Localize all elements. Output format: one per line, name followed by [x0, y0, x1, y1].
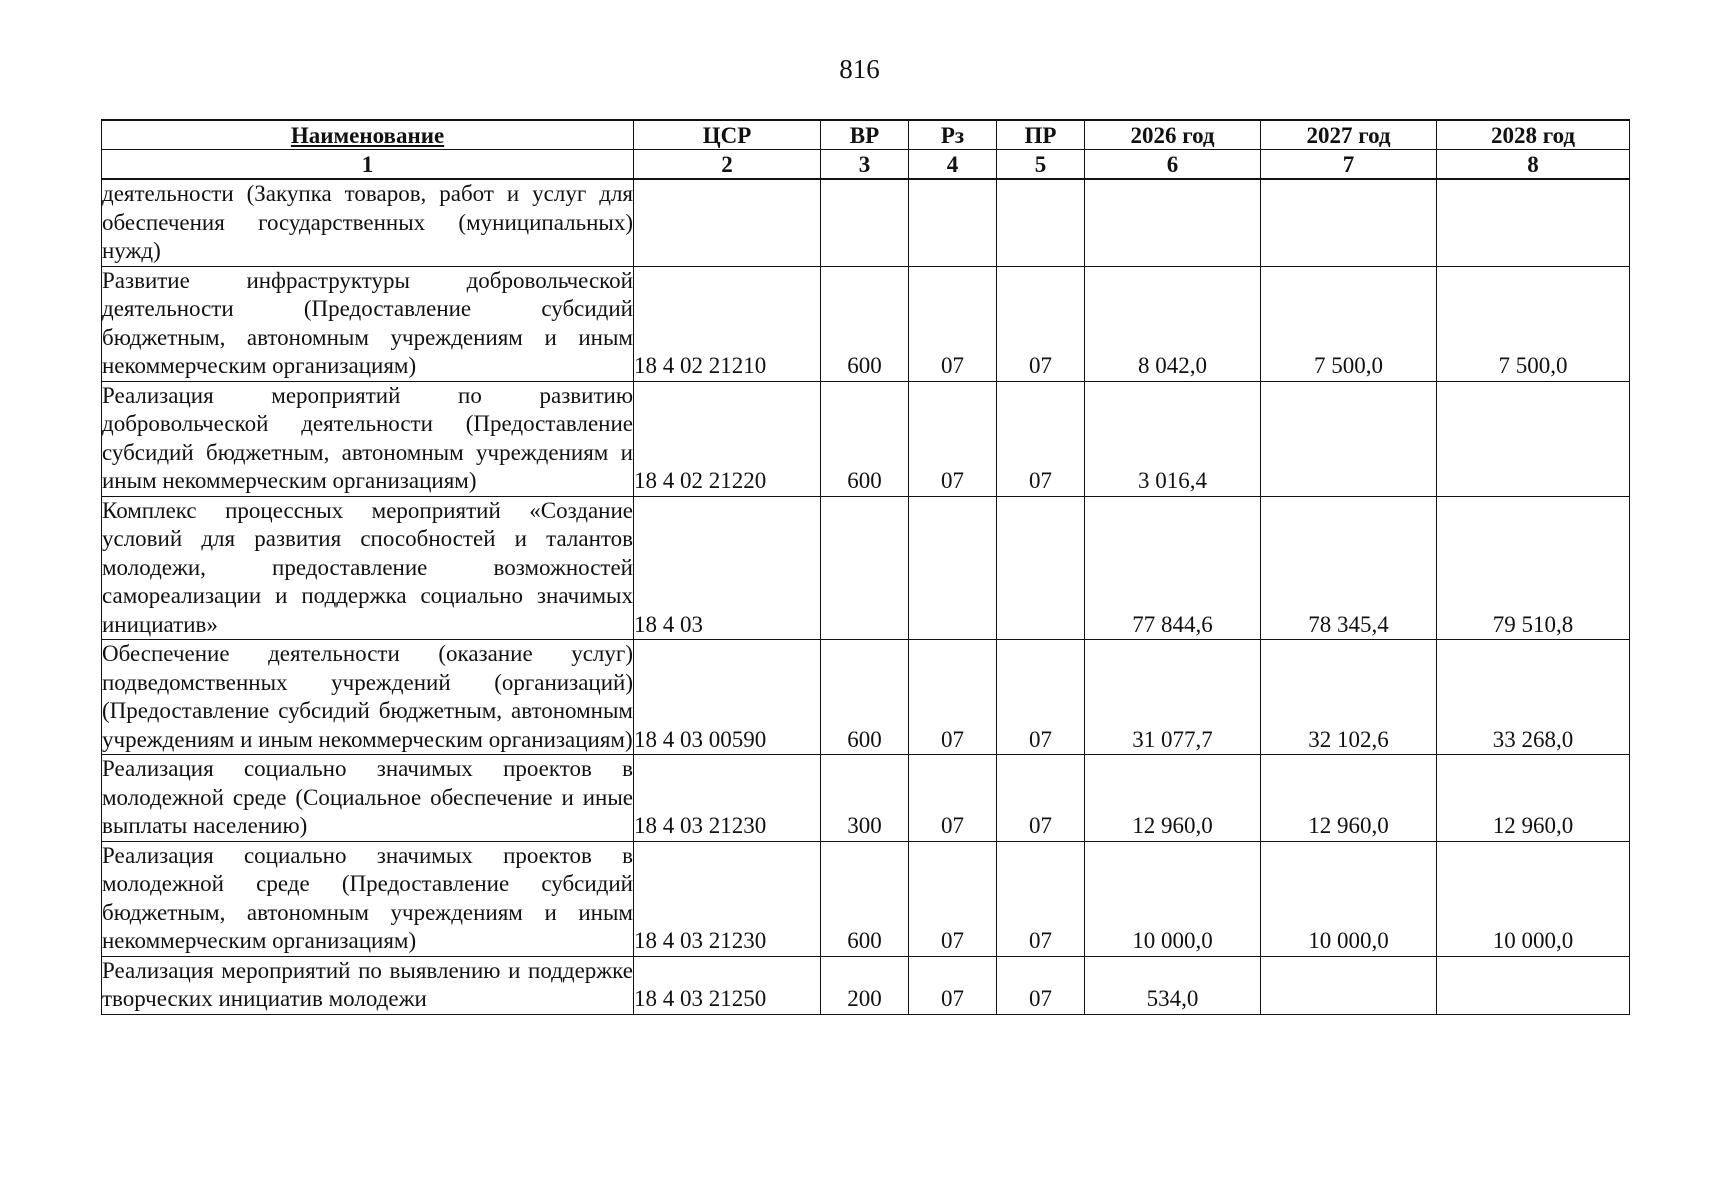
- row-rz: [909, 179, 997, 266]
- row-pr: 07: [997, 841, 1085, 956]
- row-name: Реализация социально значимых проектов в молодежной среде (Социальное обеспечение и иные выплаты населению): [102, 755, 634, 842]
- row-2028: [1437, 179, 1630, 266]
- row-vr: 600: [821, 266, 909, 381]
- col-2026-header: 2026 год: [1085, 120, 1261, 150]
- row-2026: 31 077,7: [1085, 640, 1261, 755]
- row-name: Обеспечение деятельности (оказание услуг) подведомственных учреждений (организаций) (Предоставление субсидий бюджетным, автономным учреждениям и иным некоммерческим организациям): [102, 640, 634, 755]
- row-csr: 18 4 03: [634, 496, 821, 640]
- row-vr: 600: [821, 640, 909, 755]
- col-vr-header: ВР: [821, 120, 909, 150]
- row-2026: 77 844,6: [1085, 496, 1261, 640]
- row-pr: 07: [997, 266, 1085, 381]
- row-vr: 300: [821, 755, 909, 842]
- col-rz-header: Рз: [909, 120, 997, 150]
- row-2026: 12 960,0: [1085, 755, 1261, 842]
- row-2028: 7 500,0: [1437, 266, 1630, 381]
- row-2028: 33 268,0: [1437, 640, 1630, 755]
- row-pr: 07: [997, 640, 1085, 755]
- col-number: 2: [634, 150, 821, 180]
- row-csr: 18 4 03 21230: [634, 841, 821, 956]
- row-name: Комплекс процессных мероприятий «Создание условий для развития способностей и талантов молодежи, предоставление возможностей самореализации и поддержка социально значимых инициатив»: [102, 496, 634, 640]
- row-2026: 8 042,0: [1085, 266, 1261, 381]
- row-2027: 10 000,0: [1261, 841, 1437, 956]
- table-row: [102, 841, 1630, 956]
- col-number: 7: [1261, 150, 1437, 180]
- row-rz: 07: [909, 755, 997, 842]
- row-2027: 78 345,4: [1261, 496, 1437, 640]
- row-csr: 18 4 03 00590: [634, 640, 821, 755]
- row-pr: 07: [997, 956, 1085, 1014]
- col-2028-header: 2028 год: [1437, 120, 1630, 150]
- row-name: Реализация мероприятий по выявлению и поддержке творческих инициатив молодежи: [102, 956, 634, 1014]
- row-rz: 07: [909, 381, 997, 496]
- col-number: 5: [997, 150, 1085, 180]
- row-pr: [997, 496, 1085, 640]
- col-number: 1: [102, 150, 634, 180]
- row-2027: [1261, 179, 1437, 266]
- row-2026: 534,0: [1085, 956, 1261, 1014]
- row-vr: [821, 179, 909, 266]
- row-2027: [1261, 381, 1437, 496]
- row-vr: [821, 496, 909, 640]
- row-csr: 18 4 03 21230: [634, 755, 821, 842]
- row-2028: 79 510,8: [1437, 496, 1630, 640]
- row-2026: 10 000,0: [1085, 841, 1261, 956]
- col-number: 4: [909, 150, 997, 180]
- row-rz: 07: [909, 956, 997, 1014]
- row-name: Реализация мероприятий по развитию добровольческой деятельности (Предоставление субсидий бюджетным, автономным учреждениям и иным некоммерческим организациям): [102, 381, 634, 496]
- row-pr: 07: [997, 381, 1085, 496]
- col-2027-header: 2027 год: [1261, 120, 1437, 150]
- col-number: 6: [1085, 150, 1261, 180]
- row-2028: 12 960,0: [1437, 755, 1630, 842]
- row-pr: 07: [997, 755, 1085, 842]
- row-vr: 600: [821, 381, 909, 496]
- row-name: деятельности (Закупка товаров, работ и услуг для обеспечения государственных (муниципальных) нужд): [102, 179, 634, 266]
- col-pr-header: ПР: [997, 120, 1085, 150]
- row-name: Развитие инфраструктуры добровольческой деятельности (Предоставление субсидий бюджетным, автономным учреждениям и иным некоммерческим организациям): [102, 266, 634, 381]
- col-csr-header: ЦСР: [634, 120, 821, 150]
- row-pr: [997, 179, 1085, 266]
- row-rz: 07: [909, 841, 997, 956]
- row-2026: [1085, 179, 1261, 266]
- row-2027: 32 102,6: [1261, 640, 1437, 755]
- row-vr: 600: [821, 841, 909, 956]
- row-rz: 07: [909, 640, 997, 755]
- row-csr: 18 4 02 21220: [634, 381, 821, 496]
- row-2028: [1437, 956, 1630, 1014]
- row-name: Реализация социально значимых проектов в молодежной среде (Предоставление субсидий бюджетным, автономным учреждениям и иным некоммерческим организациям): [102, 841, 634, 956]
- row-csr: 18 4 03 21250: [634, 956, 821, 1014]
- row-2027: 7 500,0: [1261, 266, 1437, 381]
- row-rz: [909, 496, 997, 640]
- col-number: 3: [821, 150, 909, 180]
- row-2026: 3 016,4: [1085, 381, 1261, 496]
- table-row: [102, 496, 1630, 640]
- row-vr: 200: [821, 956, 909, 1014]
- row-2027: 12 960,0: [1261, 755, 1437, 842]
- budget-table: [101, 119, 1630, 1015]
- row-2028: 10 000,0: [1437, 841, 1630, 956]
- page-number: 816: [839, 54, 880, 84]
- header-number-row: [102, 150, 1630, 180]
- table-row: [102, 381, 1630, 496]
- table-row: [102, 755, 1630, 842]
- table-row: [102, 266, 1630, 381]
- col-number: 8: [1437, 150, 1630, 180]
- table-row: [102, 640, 1630, 755]
- row-csr: 18 4 02 21210: [634, 266, 821, 381]
- row-rz: 07: [909, 266, 997, 381]
- row-2028: [1437, 381, 1630, 496]
- col-name-header: Наименование: [102, 120, 634, 150]
- header-row: [102, 120, 1630, 150]
- row-csr: [634, 179, 821, 266]
- table-row: [102, 179, 1630, 266]
- table-row: [102, 956, 1630, 1014]
- row-2027: [1261, 956, 1437, 1014]
